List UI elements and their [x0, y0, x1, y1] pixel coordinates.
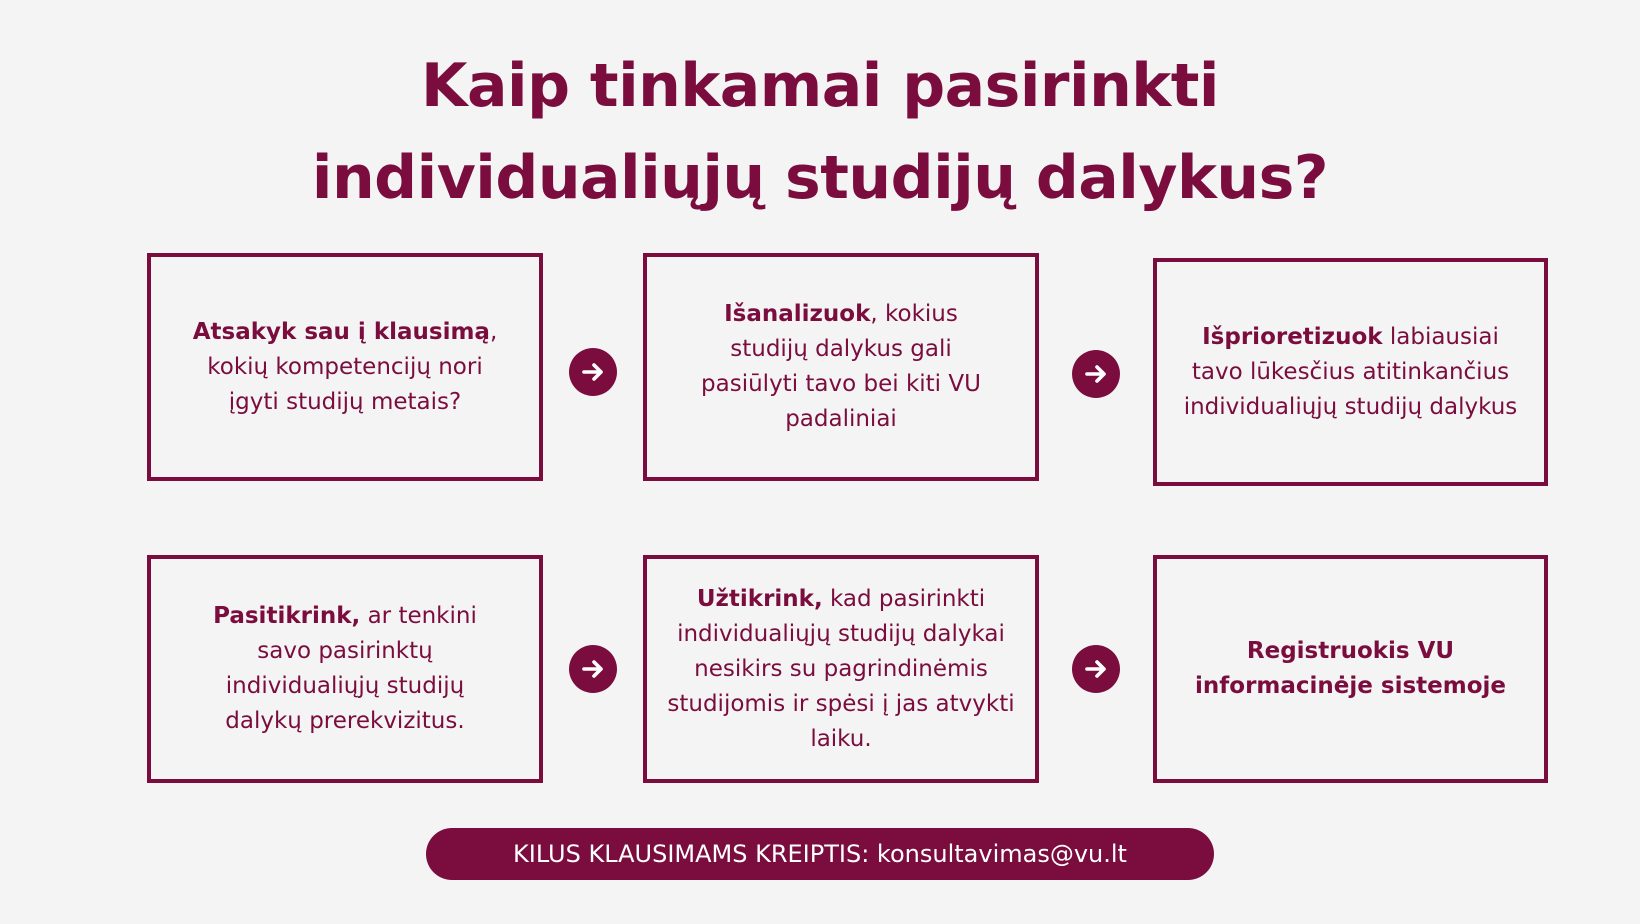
- step-5-text: kad pasirinkti individualiųjų studijų dalykai nesikirs su pagrindinėmis studijomis ir spėsi į jas atvykti laiku.: [667, 585, 1015, 752]
- step-5-bold: Užtikrink,: [696, 585, 823, 612]
- step-4-bold: Pasitikrink,: [213, 603, 361, 629]
- step-3-bold: Išprioretizuok: [1202, 323, 1383, 350]
- contact-text: KILUS KLAUSIMAMS KREIPTIS: konsultavimas@vu.lt: [513, 840, 1127, 868]
- arrow-right-icon: [1072, 350, 1120, 398]
- page-title: [0, 40, 1640, 224]
- step-5-box: [643, 555, 1039, 783]
- step-4-text: ar tenkini savo pasirinktų individualiųjų studijų dalykų prerekvizitus.: [225, 603, 477, 734]
- step-2-box: [643, 253, 1039, 481]
- step-3-box: [1153, 258, 1548, 486]
- step-2-bold: Išanalizuok: [724, 301, 871, 327]
- step-4-box: [147, 555, 543, 783]
- step-6-box: [1153, 555, 1548, 783]
- arrow-right-icon: [1072, 645, 1120, 693]
- step-1-box: [147, 253, 543, 481]
- step-2-text: , kokius studijų dalykus gali pasiūlyti tavo bei kiti VU padaliniai: [701, 301, 981, 432]
- title-line-1: Kaip tinkamai pasirinkti: [421, 51, 1219, 121]
- step-1-text: , kokių kompetencijų nori įgyti studijų metais?: [207, 318, 498, 415]
- step-6-bold: Registruokis VU informacinėje sistemoje: [1195, 638, 1506, 699]
- title-line-2: individualiųjų studijų dalykus?: [311, 143, 1329, 213]
- arrow-right-icon: [569, 645, 617, 693]
- step-3-text: labiausiai tavo lūkesčius atitinkančius individualiųjų studijų dalykus: [1183, 323, 1518, 420]
- contact-banner: [426, 828, 1214, 880]
- arrow-right-icon: [569, 348, 617, 396]
- step-1-bold: Atsakyk sau į klausimą: [192, 318, 490, 345]
